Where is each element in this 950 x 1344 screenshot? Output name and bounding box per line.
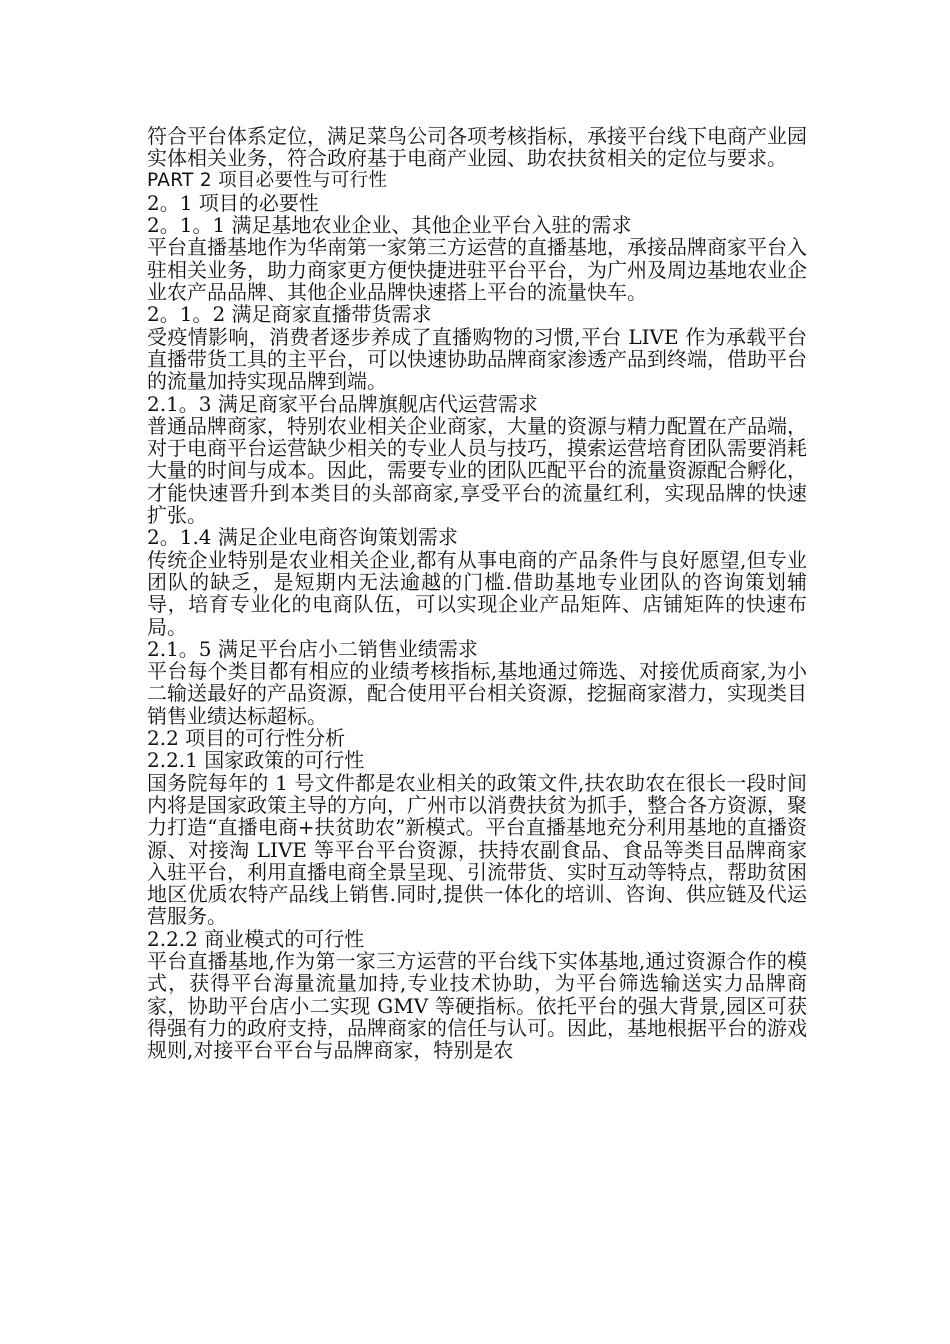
- paragraph-2-1-5: 平台每个类目都有相应的业绩考核指标,基地通过筛选、对接优质商家,为小二输送最好的产品资源，配合使用平台相关资源，挖掘商家潜力，实现类目销售业绩达标超标。: [147, 659, 807, 728]
- heading-2-1-3: 2.1。3 满足商家平台品牌旗舰店代运营需求: [147, 391, 538, 416]
- paragraph-2-2-2: 平台直播基地,作为第一家三方运营的平台线下实体基地,通过资源合作的模式，获得平台海量流量加持,专业技术协助，为平台筛选输送实力品牌商家，协助平台店小二实现 GMV 等硬指标。依托平台的强大背景,园区可获得强有力的政府支持，品牌商家的信任与认可。因此，基地根据平台的游戏规则,对接平台平台与品牌商家，特别是农: [147, 948, 807, 1063]
- part-2-title: PART 2 项目必要性与可行性: [147, 169, 388, 191]
- paragraph-2-1-3: 普通品牌商家，特别农业相关企业商家，大量的资源与精力配置在产品端，对于电商平台运营缺少相关的专业人员与技巧，摸索运营培育团队需要消耗大量的时间与成本。因此，需要专业的团队匹配平台的流量资源配合孵化，才能快速晋升到本类目的头部商家,享受平台的流量红利，实现品牌的快速扩张。: [147, 413, 807, 528]
- heading-2-1-5: 2.1。5 满足平台店小二销售业绩需求: [147, 636, 478, 661]
- paragraph-2-2-1: 国务院每年的 1 号文件都是农业相关的政策文件,扶农助农在很长一段时间内将是国家政策主导的方向，广州市以消费扶贫为抓手，整合各方资源，聚力打造“直播电商+扶贫助农”新模式。平台直播基地充分利用基地的直播资源、对接淘 LIVE 等平台平台资源，扶持农副食品、食品等类目品牌商家入驻平台，利用直播电商全景呈现、引流带货、实时互动等特点，帮助贫困地区优质农特产品线上销售.同时,提供一体化的培训、咨询、供应链及代运营服务。: [147, 770, 807, 929]
- paragraph-2-1-2: 受疫情影响，消费者逐步养成了直播购物的习惯,平台 LIVE 作为承载平台直播带货工具的主平台，可以快速协助品牌商家渗透产品到终端，借助平台的流量加持实现品牌到端。: [147, 324, 807, 394]
- paragraph-2-1-4: 传统企业特别是农业相关企业,都有从事电商的产品条件与良好愿望,但专业团队的缺乏，是短期内无法逾越的门槛.借助基地专业团队的咨询策划辅导，培育专业化的电商队伍，可以实现企业产品矩阵、店铺矩阵的快速布局。: [147, 547, 807, 639]
- heading-2-1: 2。1 项目的必要性: [147, 190, 319, 215]
- heading-2-1-1: 2。1。1 满足基地农业企业、其他企业平台入驻的需求: [147, 213, 632, 238]
- document-body: [147, 125, 807, 1061]
- paragraph-2-1-1: 平台直播基地作为华南第一家第三方运营的直播基地，承接品牌商家平台入驻相关业务，助力商家更方便快捷进驻平台平台，为广州及周边基地农业企业农产品品牌、其他企业品牌快速搭上平台的流量快车。: [147, 235, 807, 305]
- heading-2-1-4: 2。1.4 满足企业电商咨询策划需求: [147, 525, 458, 550]
- heading-2-1-2: 2。1。2 满足商家直播带货需求: [147, 302, 432, 327]
- heading-2-2: 2.2 项目的可行性分析: [147, 726, 346, 751]
- paragraph-intro: 符合平台体系定位，满足菜鸟公司各项考核指标，承接平台线下电商产业园实体相关业务，符合政府基于电商产业园、助农扶贫相关的定位与要求。: [147, 124, 807, 171]
- heading-2-2-1: 2.2.1 国家政策的可行性: [147, 748, 365, 773]
- heading-2-2-2: 2.2.2 商业模式的可行性: [147, 926, 365, 951]
